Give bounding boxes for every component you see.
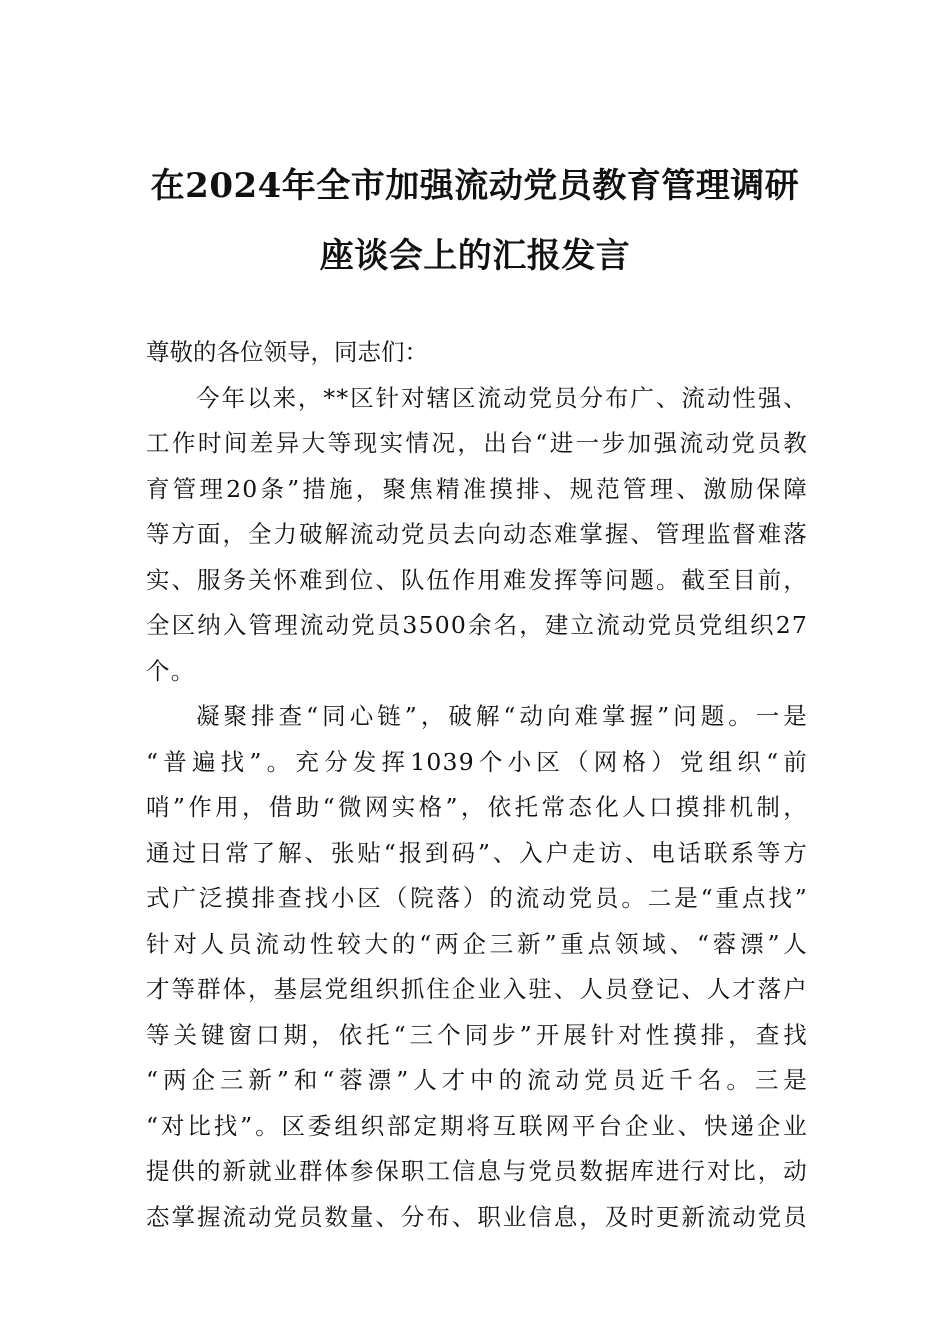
paragraph-line: 今年以来，**区针对辖区流动党员分布广、流动性强、 [196, 383, 808, 412]
paragraph-line: 育管理20条”措施，聚焦精准摸排、规范管理、激励保障 [146, 474, 808, 503]
paragraph-line: 针对人员流动性较大的“两企三新”重点领域、“蓉漂”人 [146, 929, 808, 958]
paragraph-line: 全区纳入管理流动党员3500余名，建立流动党员党组织27 [146, 611, 808, 639]
paragraph-line: 等关键窗口期，依托“三个同步”开展针对性摸排，查找 [146, 1020, 808, 1049]
paragraph-1 [146, 376, 808, 695]
paragraph-line: 式广泛摸排查找小区（院落）的流动党员。二是“重点找” [146, 884, 808, 912]
paragraph-line: 态掌握流动党员数量、分布、职业信息，及时更新流动党员 [146, 1202, 808, 1231]
paragraph-line: “普遍找”。充分发挥1039个小区（网格）党组织“前 [146, 747, 808, 776]
document-body [146, 330, 808, 1240]
salutation: 尊敬的各位领导，同志们： [146, 338, 428, 366]
paragraph-line: 等方面，全力破解流动党员去向动态难掌握、管理监督难落 [146, 520, 808, 548]
title-line-1: 在2024年全市加强流动党员教育管理调研 [150, 166, 800, 206]
paragraph-line: 个。 [146, 656, 196, 685]
paragraph-line: 凝聚排查“同心链”，破解“动向难掌握”问题。一是 [196, 702, 808, 730]
paragraph-line: 实、服务关怀难到位、队伍作用难发挥等问题。截至目前， [146, 565, 808, 594]
title-line-2: 座谈会上的汇报发言 [319, 236, 631, 276]
paragraph-line: 通过日常了解、张贴“报到码”、入户走访、电话联系等方 [146, 838, 808, 867]
paragraph-line: 提供的新就业群体参保职工信息与党员数据库进行对比，动 [146, 1157, 808, 1185]
paragraph-line: “两企三新”和“蓉漂”人才中的流动党员近千名。三是 [146, 1066, 808, 1094]
paragraph-line: “对比找”。区委组织部定期将互联网平台企业、快递企业 [146, 1111, 808, 1140]
paragraph-line: 才等群体，基层党组织抓住企业入驻、人员登记、人才落户 [146, 975, 808, 1003]
paragraph-line: 工作时间差异大等现实情况，出台“进一步加强流动党员教 [146, 429, 808, 457]
paragraph-2 [146, 694, 808, 1240]
document-title [140, 158, 810, 284]
paragraph-line: 哨”作用，借助“微网实格”，依托常态化人口摸排机制， [146, 793, 808, 821]
